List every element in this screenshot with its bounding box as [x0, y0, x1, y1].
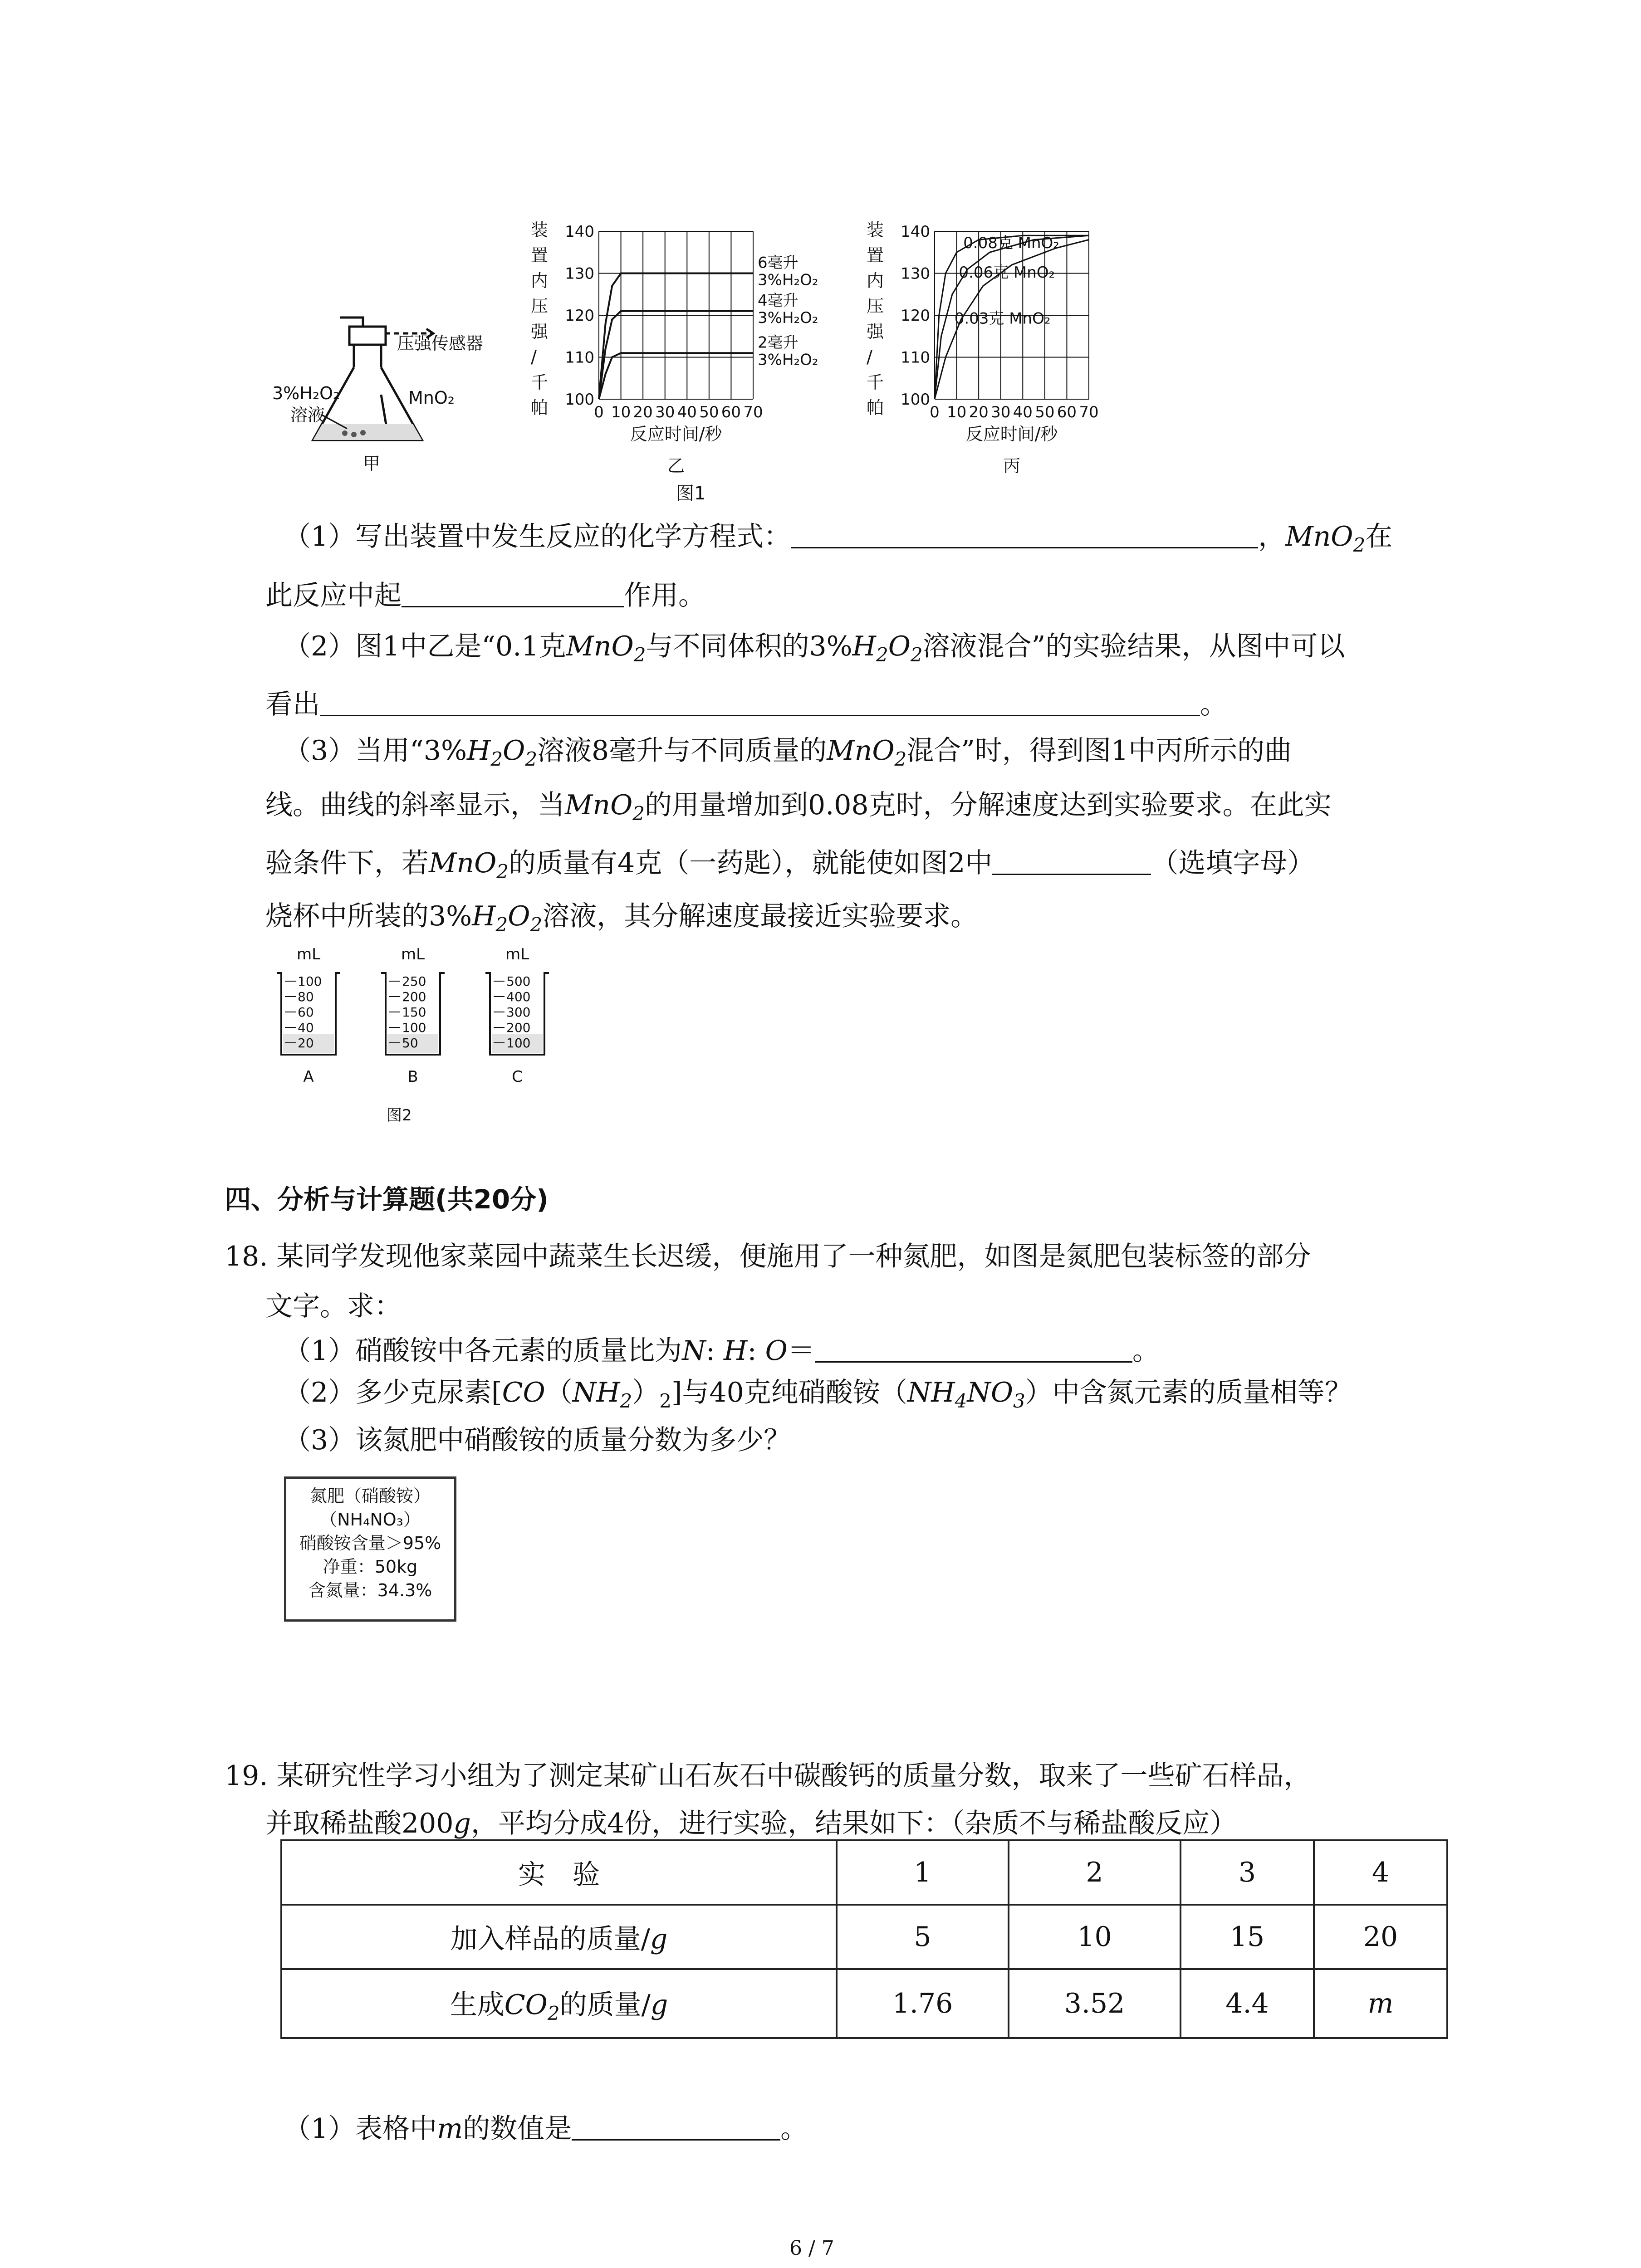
q17-part2-line1: （2）图1中乙是“0.1克MnO$_2$与不同体积的$3\%H_2O_2$溶液混合”的实验结果，从图中可以: [284, 631, 1345, 666]
beaker-tick-label: 60: [298, 1005, 314, 1020]
x-tick-label: 10: [946, 403, 967, 421]
table-cell: 加入样品的质量/g: [281, 1905, 837, 1969]
x-tick-label: 60: [1057, 403, 1077, 421]
y-axis-label-char: 帕: [531, 398, 549, 418]
series-label-solution: 3%H₂O₂: [758, 271, 818, 289]
y-axis-label-char: 强: [531, 322, 549, 342]
x-tick-label: 10: [611, 403, 631, 421]
chart-caption: 乙: [667, 456, 685, 476]
q17-answer-blank-beaker[interactable]: [992, 848, 1151, 875]
table-row: [281, 1969, 1447, 2038]
table-cell: 1.76: [837, 1969, 1009, 2038]
y-tick-label: 140: [565, 223, 594, 241]
x-axis-label: 反应时间/秒: [965, 424, 1058, 444]
table-cell: 4.4: [1181, 1969, 1314, 2038]
table-cell: 3: [1181, 1840, 1314, 1905]
y-axis-label-char: 压: [531, 296, 549, 316]
y-tick-label: 110: [565, 348, 594, 367]
q17-answer-blank-observation[interactable]: [320, 689, 1200, 716]
table-row: [281, 1905, 1447, 1969]
y-axis-label-char: 内: [531, 271, 549, 291]
y-tick-label: 110: [901, 348, 930, 367]
page-number: 6 / 7: [789, 2237, 834, 2260]
jia-catalyst-label: MnO₂: [408, 388, 455, 408]
table-cell: 10: [1009, 1905, 1181, 1969]
x-tick-label: 70: [743, 403, 763, 421]
table-cell: 实 验: [281, 1840, 837, 1905]
x-tick-label: 20: [969, 403, 989, 421]
figure1-caption: 图1: [676, 483, 706, 504]
q19-answer-blank-m[interactable]: [572, 2114, 780, 2141]
y-axis-label-char: /: [531, 347, 537, 367]
q17-part2-line2: 看出 。: [265, 689, 1227, 720]
q19-line1: 19. 某研究性学习小组为了测定某矿山石灰石中碳酸钙的质量分数，取来了一些矿石样品，: [225, 1760, 1311, 1792]
beaker-tick-label: 250: [402, 974, 426, 989]
series-label-amount: 4毫升: [758, 291, 798, 310]
q17-part3-line4: 烧杯中所装的$3\%H_2O_2$溶液，其分解速度最接近实验要求。: [265, 900, 978, 936]
series-label-amount: 6毫升: [758, 254, 798, 272]
q19-line2: 并取稀盐酸200g，平均分成4份，进行实验，结果如下：（杂质不与稀盐酸反应）: [265, 1808, 1237, 1839]
x-tick-label: 20: [633, 403, 653, 421]
y-axis-label-char: 内: [867, 271, 884, 291]
beaker-unit: mL: [505, 946, 529, 963]
y-tick-label: 100: [901, 391, 930, 409]
beaker-tick-label: 100: [506, 1036, 531, 1051]
beaker-tick-label: 150: [402, 1005, 426, 1020]
table-cell: 15: [1181, 1905, 1314, 1969]
q18-line1: 18. 某同学发现他家菜园中蔬菜生长迟缓，便施用了一种氮肥，如图是氮肥包装标签的部分: [225, 1241, 1311, 1272]
jia-solution-label: 3%H₂O₂: [272, 383, 340, 403]
table-cell: 生成$CO_2$的质量/g: [281, 1969, 837, 2038]
beaker-tick-label: 200: [506, 1020, 531, 1035]
q17-answer-blank-equation[interactable]: [791, 522, 1258, 548]
beaker-letter: B: [407, 1068, 418, 1086]
beaker-tick-label: 500: [506, 974, 531, 989]
beaker-letter: A: [303, 1068, 314, 1086]
series-label: 0.08克 MnO₂: [963, 234, 1059, 252]
fertilizer-label-line: 含氮量：34.3%: [308, 1580, 432, 1600]
beaker-tick-label: 300: [506, 1005, 531, 1020]
q18-part1: （1）硝酸铵中各元素的质量比为N: H: O＝ 。: [284, 1335, 1160, 1367]
q17-answer-blank-role[interactable]: [402, 581, 624, 607]
y-tick-label: 120: [565, 307, 594, 325]
figure2-caption: 图2: [387, 1106, 412, 1124]
table-cell: 1: [837, 1840, 1009, 1905]
section4-title: 四、分析与计算题(共20分): [225, 1184, 549, 1215]
figure2-beakers: [263, 946, 590, 1127]
table-header-row: [281, 1840, 1447, 1905]
x-tick-label: 0: [594, 403, 604, 421]
jia-caption: 甲: [363, 454, 381, 474]
q17-part3-line1: （3）当用“$3\%H_2O_2$溶液8毫升与不同质量的MnO$_2$混合”时，得到图1中丙所示的曲: [284, 735, 1292, 770]
y-axis-label-char: 千: [867, 372, 884, 392]
q19-part1: （1）表格中m的数值是 。: [284, 2113, 808, 2145]
series-label: 0.06克 MnO₂: [959, 263, 1055, 282]
q18-answer-blank-ratio[interactable]: [815, 1336, 1132, 1363]
fertilizer-label-line: 净重：50kg: [323, 1557, 418, 1577]
series-line: [599, 311, 753, 399]
beaker-tick-label: 40: [298, 1020, 314, 1035]
y-axis-label-char: 强: [867, 322, 884, 342]
x-axis-label: 反应时间/秒: [630, 424, 722, 444]
x-tick-label: 30: [991, 403, 1011, 421]
y-axis-label-char: 千: [531, 372, 549, 392]
fertilizer-label: [284, 1476, 456, 1622]
y-axis-label-char: /: [867, 347, 872, 367]
y-tick-label: 100: [565, 391, 594, 409]
series-label-solution: 3%H₂O₂: [758, 308, 818, 327]
series-label: 0.03克 MnO₂: [954, 309, 1051, 328]
fertilizer-label-line: 氮肥（硝酸铵）: [309, 1486, 431, 1506]
y-tick-label: 120: [901, 307, 930, 325]
q18-line2: 文字。求：: [265, 1290, 402, 1322]
beaker-tick-label: 400: [506, 989, 531, 1004]
x-tick-label: 50: [1035, 403, 1055, 421]
jia-solution-label-2: 溶液: [290, 405, 325, 425]
figure-jia-apparatus: [272, 313, 526, 476]
x-tick-label: 30: [655, 403, 675, 421]
chart-caption: 丙: [1003, 456, 1021, 476]
y-tick-label: 130: [901, 264, 930, 283]
x-tick-label: 60: [721, 403, 741, 421]
beaker-unit: mL: [296, 946, 321, 963]
fertilizer-label-line: 硝酸铵含量＞95%: [299, 1533, 441, 1553]
series-label-solution: 3%H₂O₂: [758, 351, 818, 369]
table-cell: m: [1314, 1969, 1447, 2038]
x-tick-label: 40: [1013, 403, 1033, 421]
q19-results-table: [280, 1839, 1448, 2039]
y-axis-label-char: 帕: [867, 398, 884, 418]
y-axis-label-char: 置: [867, 245, 884, 265]
beaker-letter: C: [512, 1068, 523, 1086]
figure-bing-chart: [857, 218, 1139, 490]
q18-part3: （3）该氮肥中硝酸铵的质量分数为多少？: [284, 1424, 791, 1456]
q17-part3-line2: 线。曲线的斜率显示，当MnO$_2$的用量增加到0.08克时，分解速度达到实验要求。在此实: [265, 789, 1332, 825]
table-cell: 2: [1009, 1840, 1181, 1905]
y-tick-label: 140: [901, 223, 930, 241]
beaker-tick-label: 80: [298, 989, 314, 1004]
y-tick-label: 130: [565, 264, 594, 283]
figure-yi-chart: [522, 218, 848, 490]
jia-sensor-label: 压强传感器: [397, 333, 484, 353]
beaker-unit: mL: [401, 946, 425, 963]
beaker-tick-label: 100: [402, 1020, 426, 1035]
y-axis-label-char: 装: [531, 220, 549, 240]
q18-part2: （2）多少克尿素$[CO(NH_2)_2]$与40克纯硝酸铵$(NH_4NO_3)$中含氮元素的质量相等？: [284, 1377, 1352, 1412]
table-cell: 4: [1314, 1840, 1447, 1905]
q17-part1-line1: （1）写出装置中发生反应的化学方程式： ，MnO$_2$在: [284, 521, 1393, 556]
fertilizer-label-line: （NH₄NO₃）: [320, 1510, 421, 1530]
table-cell: 3.52: [1009, 1969, 1181, 2038]
q17-part1-line2: 此反应中起 作用。: [265, 580, 705, 611]
y-axis-label-char: 装: [867, 220, 884, 240]
beaker-tick-label: 50: [402, 1036, 418, 1051]
beaker-tick-label: 100: [298, 974, 322, 989]
x-tick-label: 50: [699, 403, 719, 421]
table-cell: 20: [1314, 1905, 1447, 1969]
series-line: [599, 353, 753, 399]
y-axis-label-char: 压: [867, 296, 884, 316]
x-tick-label: 40: [677, 403, 697, 421]
q17-part3-line3: 验条件下，若MnO$_2$的质量有4克（一药匙），就能使如图2中 （选填字母）: [265, 847, 1315, 883]
series-label-amount: 2毫升: [758, 333, 798, 352]
y-axis-label-char: 置: [531, 245, 549, 265]
x-tick-label: 70: [1079, 403, 1099, 421]
series-line: [599, 274, 753, 400]
beaker-tick-label: 20: [298, 1036, 314, 1051]
x-tick-label: 0: [930, 403, 940, 421]
beaker-tick-label: 200: [402, 989, 426, 1004]
table-cell: 5: [837, 1905, 1009, 1969]
